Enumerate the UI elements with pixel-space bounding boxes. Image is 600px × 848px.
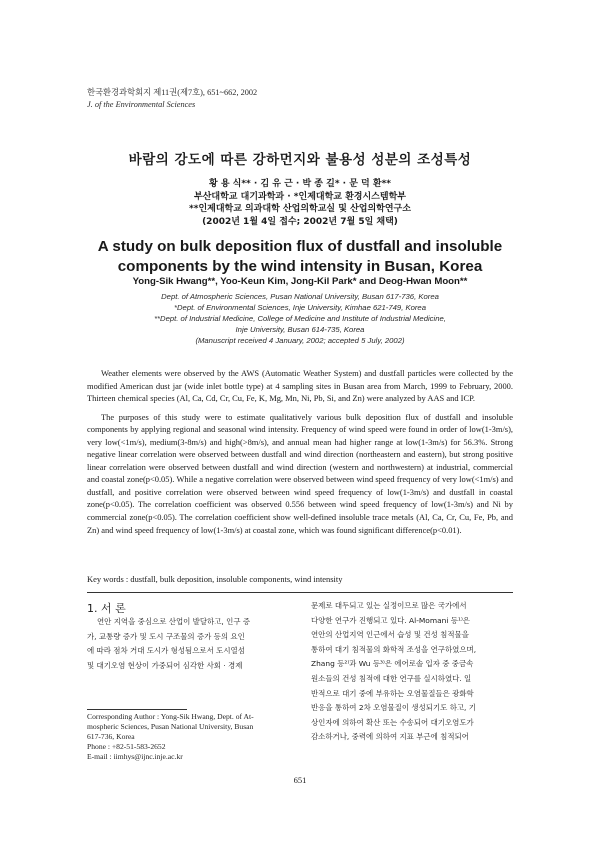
affiliation-line: **Dept. of Industrial Medicine, College of Medicine and Institute of Industrial Medicine, bbox=[154, 314, 446, 324]
english-affiliations bbox=[0, 291, 600, 346]
korean-received-date: (2002년 1월 4일 접수; 2002년 7월 5일 채택) bbox=[202, 216, 398, 227]
abstract bbox=[87, 367, 513, 536]
body-text-line: 감소하거나, 중력에 의하여 지표 부근에 침적되어 bbox=[311, 732, 469, 742]
affiliation-line: Dept. of Atmospheric Sciences, Pusan National University, Busan 617-736, Korea bbox=[161, 292, 439, 301]
footnote-line: mospheric Sciences, Pusan National University, Busan bbox=[87, 722, 254, 732]
body-text-line: 원소들의 건성 침적에 대한 연구를 실시하였다. 일 bbox=[311, 673, 472, 683]
korean-authors: 황 용 식** · 김 유 근 · 박 종 길* · 문 덕 환** bbox=[209, 179, 391, 189]
abstract-paragraph: The purposes of this study were to estimate qualitatively various bulk deposition flux of dustfall and insoluble components by applying regional and seasonal wind intensity. Frequency of wind speed were found in order of low(1-3m/s), very low(<1m/s), medium(3-8m/s) and high(>8m/s), and annual mean had higher range at low(1-3m/s) for 56.3%. Strong negative linear correlation were observed between dustfall and wind direction (northeastern and eastern), but strong positive linear correlation were observed between dustfall and wind direction (western and northwestern) at industrial, commercial and coastal zone(p<0.05). While a negative correlation were observed between wind speed frequency of very low(<1m/s) and dustfall, and positive correlation were observed between wind speed frequency of low(1-3m/s) and dustfall in coastal zone(p<0.05). The correlation coefficient was observed 0.556 between wind speed frequency of low(1-3m/s) and Ni by commercial zone(p<0.05). The correlation coefficient show well-defined insoluble trace metals (Al, Ca, Cr, Cu, Fe, Pb, and Zn) and wind speed frequency of low(1-3m/s) at coastal zone, which was found significant difference(p<0.01). bbox=[87, 411, 513, 535]
footnote-line: 617-736, Korea bbox=[87, 732, 135, 742]
intro-right-column bbox=[311, 599, 515, 745]
body-text-line: Zhang 등²⁾과 Wu 등³⁾은 에어로솔 입자 중 중금속 bbox=[311, 659, 474, 669]
intro-left-column bbox=[87, 615, 293, 673]
korean-affiliation-line: 부산대학교 대기과학과 · *인제대학교 환경시스템학부 bbox=[194, 191, 406, 202]
korean-title: 바람의 강도에 따른 강하먼지와 불용성 성분의 조성특성 bbox=[128, 152, 472, 168]
affiliation-line: *Dept. of Environmental Sciences, Inje University, Kimhae 621-749, Korea bbox=[174, 303, 426, 313]
body-text-line: 연안의 산업지역 인근에서 습성 및 건성 침적물을 bbox=[311, 630, 469, 640]
english-title bbox=[0, 237, 600, 277]
page-number: 651 bbox=[293, 775, 307, 785]
body-text-line: 다양한 연구가 진행되고 있다. Al-Momani 등¹⁾은 bbox=[311, 615, 470, 625]
footnote-line: Corresponding Author : Yong-Sik Hwang, Dept. of At- bbox=[87, 712, 254, 721]
body-text-line: 문제로 대두되고 있는 실정이므로 많은 국가에서 bbox=[311, 601, 467, 610]
body-text-line: 에 따라 점차 거대 도시가 형성됨으로서 도시열섬 bbox=[87, 646, 245, 656]
footnote-divider bbox=[87, 709, 187, 710]
body-text-line: 상인자에 의하여 확산 또는 수송되어 대기오염도가 bbox=[311, 717, 474, 727]
journal-name-english: J. of the Environmental Sciences bbox=[87, 100, 196, 109]
journal-citation-korean: 한국환경과학회지 제11권(제7호), 651~662, 2002 bbox=[87, 88, 258, 97]
section-heading-introduction: 1. 서 론 bbox=[87, 602, 126, 615]
korean-affiliation-line: **인제대학교 의과대학 산업의학교실 및 산업의학연구소 bbox=[189, 204, 411, 215]
affiliation-line: Inje University, Busan 614-735, Korea bbox=[235, 325, 365, 335]
body-text-line: 반적으로 대기 중에 부유하는 오염물질들은 광화학 bbox=[311, 688, 474, 698]
abstract-paragraph: Weather elements were observed by the AWS (Automatic Weather System) and dustfall particles were collected by the modified American dust jar (wide inlet bottle type) at 4 sampling sites in Busan area from March, 1999 to February, 2000. Thirteen chemical species (Al, Ca, Cd, Cr, Cu, Fe, K, Mg, Mn, Ni, Pb, Si, and Zn) were analyzed by AAS and ICP. bbox=[87, 368, 513, 404]
body-text-line: 통하여 대기 침적물의 화학적 조성을 연구하였으며, bbox=[311, 644, 477, 654]
english-title-line: A study on bulk deposition flux of dustfall and insoluble bbox=[97, 238, 503, 255]
keywords: Key words : dustfall, bulk deposition, insoluble components, wind intensity bbox=[87, 574, 343, 584]
manuscript-dates: (Manuscript received 4 January, 2002; accepted 5 July, 2002) bbox=[195, 336, 405, 346]
footnote-email: E-mail : iimhys@ijnc.inje.ac.kr bbox=[87, 752, 183, 762]
footnote-phone: Phone : +82-51-583-2652 bbox=[87, 742, 166, 752]
journal-header bbox=[87, 87, 257, 111]
body-text-line: 반응을 통하여 2차 오염물질이 생성되기도 하고, 기 bbox=[311, 703, 476, 713]
korean-author-block bbox=[0, 178, 600, 228]
body-text-line: 가, 교통량 증가 및 도시 구조물의 증가 등의 요인 bbox=[87, 631, 245, 641]
body-text-line: 연안 지역을 중심으로 산업이 발달하고, 인구 증 bbox=[97, 617, 251, 626]
body-text-line: 및 대기오염 현상이 가중되어 심각한 사회 · 경제 bbox=[87, 660, 243, 670]
corresponding-author-footnote bbox=[87, 712, 297, 762]
section-divider bbox=[87, 592, 513, 593]
english-authors: Yong-Sik Hwang**, Yoo-Keun Kim, Jong-Kil Park* and Deog-Hwan Moon** bbox=[132, 276, 468, 287]
english-title-line: components by the wind intensity in Busan, Korea bbox=[117, 258, 483, 275]
